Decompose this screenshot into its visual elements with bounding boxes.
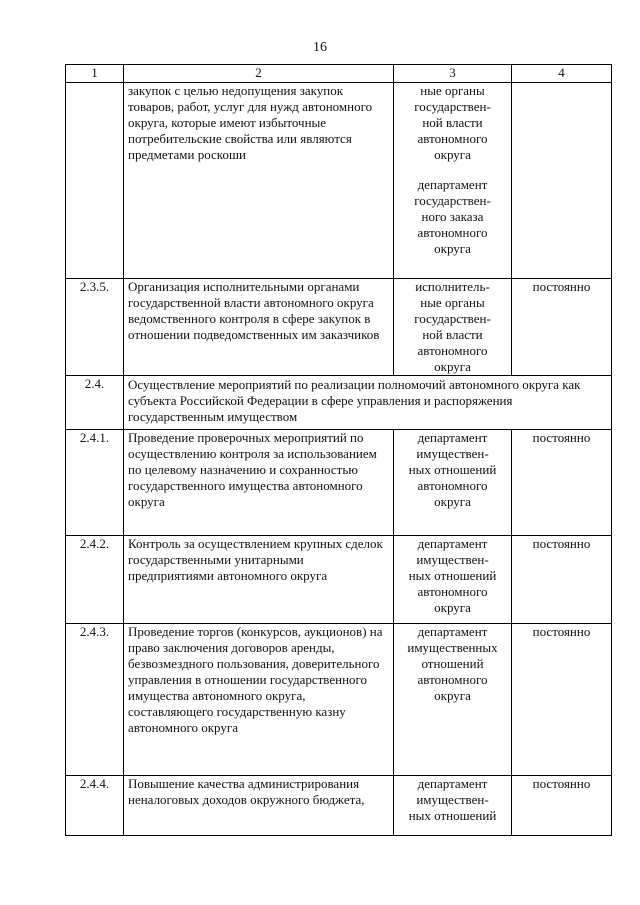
responsible-line: ные органы bbox=[420, 83, 485, 98]
item-description: закупок с целью недопущения закупок товаров, работ, услуг для нужд автономного округа, которые имеют избыточные потребительские свойства или являются предметами роскоши bbox=[124, 83, 394, 279]
item-description: Организация исполнительными органами государственной власти автономного округа ведомственного контроля в сфере закупок в отношении подведомственных им заказчиков bbox=[124, 279, 394, 376]
table-row bbox=[66, 83, 612, 279]
responsible-line: округа bbox=[434, 688, 471, 703]
table-row bbox=[66, 430, 612, 536]
page-number: 16 bbox=[313, 40, 327, 55]
table-row bbox=[66, 536, 612, 624]
item-number: 2.4. bbox=[66, 376, 124, 430]
execution-term: постоянно bbox=[512, 624, 612, 776]
execution-term: постоянно bbox=[512, 536, 612, 624]
table-row bbox=[66, 279, 612, 376]
responsible-line: округа bbox=[434, 147, 471, 162]
item-number: 2.4.3. bbox=[66, 624, 124, 776]
table-header-row bbox=[66, 65, 612, 83]
responsible-line: департамент bbox=[417, 776, 488, 791]
responsible-line: ных отношений bbox=[408, 568, 497, 583]
responsible-line: ного заказа bbox=[421, 209, 484, 224]
item-number: 2.4.4. bbox=[66, 776, 124, 836]
item-description: Проведение торгов (конкурсов, аукционов) на право заключения договоров аренды, безвозмездного пользования, доверительного управления в отношении государственного имущества автономного округа, составляющего государственную казну автономного округа bbox=[124, 624, 394, 776]
responsible-line: автономного bbox=[417, 131, 488, 146]
responsible-party bbox=[394, 776, 512, 836]
item-number: 2.4.2. bbox=[66, 536, 124, 624]
responsible-line: ные органы bbox=[420, 295, 485, 310]
header-cell: 2 bbox=[124, 65, 394, 83]
responsible-line: округа bbox=[434, 494, 471, 509]
item-description: Повышение качества администрирования неналоговых доходов окружного бюджета, bbox=[124, 776, 394, 836]
item-description: Проведение проверочных мероприятий по осуществлению контроля за использованием по целевому назначению и сохранностью государственного имущества автономного округа bbox=[124, 430, 394, 536]
responsible-line: автономного bbox=[417, 672, 488, 687]
responsible-line: государствен- bbox=[414, 311, 491, 326]
table-row bbox=[66, 376, 612, 430]
responsible-line: государствен- bbox=[414, 193, 491, 208]
responsible-party bbox=[394, 279, 512, 376]
responsible-line bbox=[398, 163, 507, 177]
responsible-line: исполнитель- bbox=[415, 279, 490, 294]
execution-term: постоянно bbox=[512, 776, 612, 836]
responsible-line: государствен- bbox=[414, 99, 491, 114]
responsible-line: департамент bbox=[417, 177, 488, 192]
responsible-line: департамент bbox=[417, 536, 488, 551]
responsible-line: округа bbox=[434, 600, 471, 615]
responsible-line: имущественных отношений bbox=[407, 640, 498, 671]
execution-term: постоянно bbox=[512, 430, 612, 536]
responsible-line: департамент bbox=[417, 430, 488, 445]
item-number bbox=[66, 83, 124, 279]
header-cell: 4 bbox=[512, 65, 612, 83]
header-cell: 1 bbox=[66, 65, 124, 83]
execution-term: постоянно bbox=[512, 279, 612, 376]
responsible-line: автономного bbox=[417, 343, 488, 358]
table-row bbox=[66, 776, 612, 836]
responsible-line: автономного bbox=[417, 225, 488, 240]
item-number: 2.4.1. bbox=[66, 430, 124, 536]
table-row bbox=[66, 624, 612, 776]
item-description: Осуществление мероприятий по реализации полномочий автономного округа как субъекта Российской Федерации в сфере управления и распоряжения государственным имуществом bbox=[124, 376, 612, 430]
responsible-line: округа bbox=[434, 241, 471, 256]
header-cell: 3 bbox=[394, 65, 512, 83]
responsible-line: департамент bbox=[417, 624, 488, 639]
plan-table bbox=[65, 64, 612, 836]
responsible-party bbox=[394, 430, 512, 536]
responsible-line: ной власти bbox=[422, 327, 483, 342]
responsible-party bbox=[394, 536, 512, 624]
responsible-line: ных отношений bbox=[408, 462, 497, 477]
responsible-line: автономного bbox=[417, 478, 488, 493]
responsible-line: имуществен- bbox=[416, 552, 489, 567]
execution-term bbox=[512, 83, 612, 279]
responsible-line: автономного bbox=[417, 584, 488, 599]
responsible-line: имуществен- bbox=[416, 446, 489, 461]
responsible-line: ной власти bbox=[422, 115, 483, 130]
responsible-party bbox=[394, 624, 512, 776]
responsible-line: округа bbox=[434, 359, 471, 374]
responsible-line: ных отношений bbox=[408, 808, 497, 823]
item-number: 2.3.5. bbox=[66, 279, 124, 376]
item-description: Контроль за осуществлением крупных сделок государственными унитарными предприятиями автономного округа bbox=[124, 536, 394, 624]
responsible-party bbox=[394, 83, 512, 279]
responsible-line: имуществен- bbox=[416, 792, 489, 807]
